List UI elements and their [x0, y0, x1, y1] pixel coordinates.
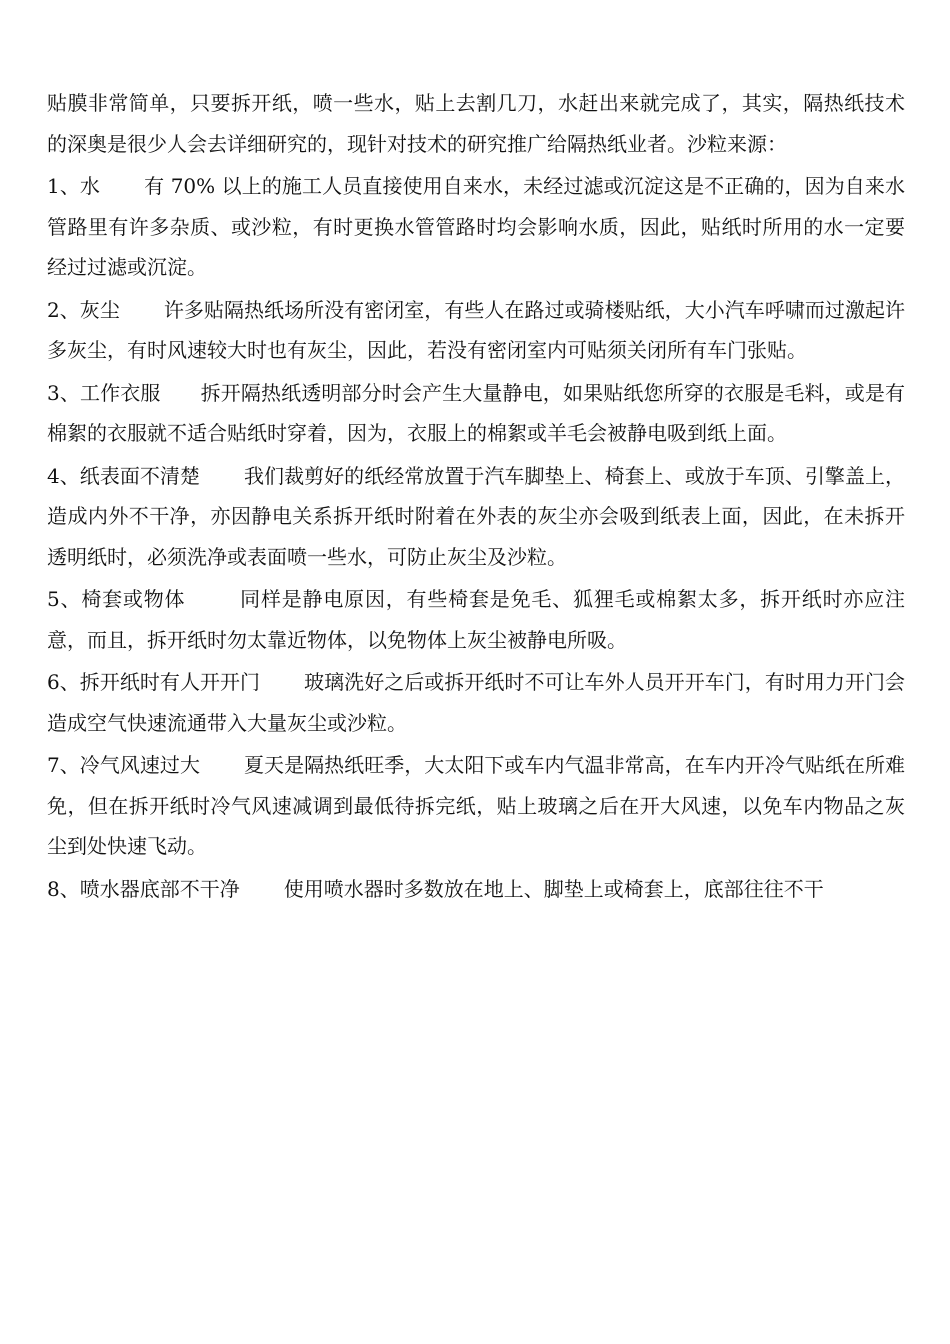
- item-body: 许多贴隔热纸场所没有密闭室，有些人在路过或骑楼贴纸，大小汽车呼啸而过激起许多灰尘，有时风速较大时也有灰尘，因此，若没有密闭室内可贴须关闭所有车门张贴。: [47, 297, 906, 362]
- list-item: [47, 579, 905, 660]
- item-heading: 1、水: [47, 174, 101, 198]
- list-item: [47, 869, 905, 910]
- list-item: [47, 373, 905, 454]
- list-item: [47, 745, 905, 867]
- item-heading: 2、灰尘: [47, 297, 120, 322]
- item-body: 同样是静电原因，有些椅套是免毛、狐狸毛或棉絮太多，拆开纸时亦应注意，而且，拆开纸时勿太靠近物体，以免物体上灰尘被静电所吸。: [47, 587, 905, 652]
- item-body: 使用喷水器时多数放在地上、脚垫上或椅套上，底部往往不干: [283, 876, 824, 901]
- item-heading: 5、椅套或物体: [47, 587, 186, 611]
- list-item: [47, 166, 905, 288]
- item-body: 有 70% 以上的施工人员直接使用自来水，未经过滤或沉淀这是不正确的，因为自来水管路里有许多杂质、或沙粒，有时更换水管管路时均会影响水质，因此，贴纸时所用的水一定要经过过滤或沉淀。: [47, 174, 906, 279]
- item-heading: 6、拆开纸时有人开开门: [47, 670, 261, 694]
- item-heading: 7、冷气风速过大: [47, 753, 200, 777]
- item-body: 拆开隔热纸透明部分时会产生大量静电，如果贴纸您所穿的衣服是毛料，或是有棉絮的衣服就不适合贴纸时穿着，因为，衣服上的棉絮或羊毛会被静电吸到纸上面。: [47, 380, 905, 445]
- list-item: [47, 290, 905, 371]
- list-item: [47, 662, 905, 743]
- item-body: 夏天是隔热纸旺季，大太阳下或车内气温非常高，在车内开冷气贴纸在所难免，但在拆开纸时冷气风速减调到最低待拆完纸，贴上玻璃之后在开大风速，以免车内物品之灰尘到处快速飞动。: [47, 753, 906, 858]
- intro-paragraph: 贴膜非常简单，只要拆开纸，喷一些水，贴上去割几刀，水赶出来就完成了，其实，隔热纸技术的深奥是很少人会去详细研究的，现针对技术的研究推广给隔热纸业者。沙粒来源：: [47, 91, 905, 156]
- item-body: 我们裁剪好的纸经常放置于汽车脚垫上、椅套上、或放于车顶、引擎盖上，造成内外不干净，亦因静电关系拆开纸时附着在外表的灰尘亦会吸到纸表上面，因此，在未拆开透明纸时，必须洗净或表面喷一些水，可防止灰尘及沙粒。: [47, 463, 906, 569]
- item-heading: 8、喷水器底部不干净: [47, 876, 240, 901]
- item-body: 玻璃洗好之后或拆开纸时不可让车外人员开开车门，有时用力开门会造成空气快速流通带入大量灰尘或沙粒。: [47, 670, 906, 735]
- list-item: [47, 456, 905, 578]
- item-heading: 4、纸表面不清楚: [47, 463, 200, 488]
- document-page: [47, 83, 905, 911]
- item-heading: 3、工作衣服: [47, 380, 161, 405]
